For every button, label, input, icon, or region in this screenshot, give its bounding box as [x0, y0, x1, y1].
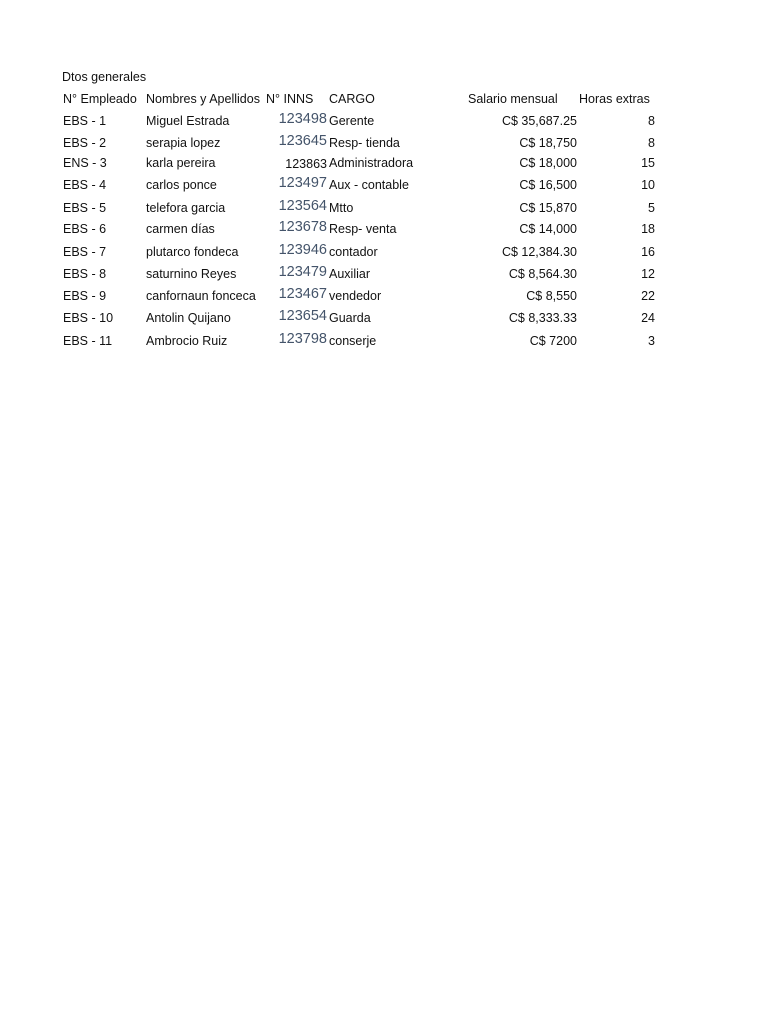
- inns-number-cell: 123645: [278, 133, 327, 149]
- cargo-cell: conserje: [329, 334, 377, 348]
- employee-number-cell: EBS - 2: [63, 136, 107, 150]
- inns-number-cell: 123479: [278, 264, 327, 280]
- overtime-hours-cell: 16: [641, 245, 655, 259]
- cargo-cell: Gerente: [329, 114, 375, 128]
- full-name-cell: canfornaun fonceca: [146, 289, 256, 303]
- full-name-cell: Miguel Estrada: [146, 114, 230, 128]
- overtime-hours-cell: 18: [641, 222, 655, 236]
- header-inns-number: N° INNS: [266, 92, 314, 106]
- employee-number-cell: EBS - 9: [63, 289, 107, 303]
- employee-number-cell: EBS - 10: [63, 311, 114, 325]
- cargo-cell: Resp- tienda: [329, 136, 400, 150]
- monthly-salary-cell: C$ 15,870: [519, 201, 577, 215]
- employee-number-cell: EBS - 7: [63, 245, 107, 259]
- monthly-salary-cell: C$ 18,000: [519, 156, 577, 170]
- inns-number-cell: 123654: [278, 308, 327, 324]
- full-name-cell: telefora garcia: [146, 201, 226, 215]
- overtime-hours-cell: 10: [641, 178, 655, 192]
- employee-number-cell: EBS - 5: [63, 201, 107, 215]
- monthly-salary-cell: C$ 18,750: [519, 136, 577, 150]
- cargo-cell: Aux - contable: [329, 178, 409, 192]
- overtime-hours-cell: 15: [641, 156, 655, 170]
- cargo-cell: Resp- venta: [329, 222, 397, 236]
- cargo-cell: vendedor: [329, 289, 382, 303]
- overtime-hours-cell: 8: [648, 114, 655, 128]
- sheet-title: Dtos generales: [62, 70, 147, 84]
- overtime-hours-cell: 3: [648, 334, 655, 348]
- monthly-salary-cell: C$ 12,384.30: [501, 245, 577, 259]
- overtime-hours-cell: 24: [641, 311, 655, 325]
- overtime-hours-cell: 12: [641, 267, 655, 281]
- full-name-cell: Ambrocio Ruiz: [146, 334, 228, 348]
- inns-number-cell: 123497: [278, 175, 327, 191]
- full-name-cell: serapia lopez: [146, 136, 221, 150]
- full-name-cell: plutarco fondeca: [146, 245, 239, 259]
- header-overtime-hours: Horas extras: [579, 92, 650, 106]
- inns-number-cell: 123863: [285, 157, 327, 171]
- header-monthly-salary: Salario mensual: [468, 92, 558, 106]
- monthly-salary-cell: C$ 8,550: [526, 289, 577, 303]
- cargo-cell: Mtto: [329, 201, 354, 215]
- header-cargo: CARGO: [329, 92, 375, 106]
- cargo-cell: Guarda: [329, 311, 371, 325]
- inns-number-cell: 123498: [278, 111, 327, 127]
- monthly-salary-cell: C$ 8,564.30: [508, 267, 577, 281]
- inns-number-cell: 123564: [278, 198, 327, 214]
- cargo-cell: Auxiliar: [329, 267, 370, 281]
- header-employee-number: N° Empleado: [63, 92, 137, 106]
- overtime-hours-cell: 22: [641, 289, 655, 303]
- header-full-name: Nombres y Apellidos: [146, 92, 260, 106]
- employee-number-cell: EBS - 8: [63, 267, 107, 281]
- monthly-salary-cell: C$ 35,687.25: [501, 114, 577, 128]
- full-name-cell: carlos ponce: [146, 178, 217, 192]
- employee-number-cell: EBS - 1: [63, 114, 107, 128]
- inns-number-cell: 123678: [278, 219, 327, 235]
- monthly-salary-cell: C$ 7200: [529, 334, 577, 348]
- cargo-cell: Administradora: [329, 156, 414, 170]
- monthly-salary-cell: C$ 8,333.33: [508, 311, 577, 325]
- full-name-cell: saturnino Reyes: [146, 267, 237, 281]
- overtime-hours-cell: 5: [648, 201, 655, 215]
- inns-number-cell: 123467: [278, 286, 327, 302]
- cargo-cell: contador: [329, 245, 378, 259]
- employee-number-cell: EBS - 6: [63, 222, 107, 236]
- monthly-salary-cell: C$ 16,500: [519, 178, 577, 192]
- monthly-salary-cell: C$ 14,000: [519, 222, 577, 236]
- employee-number-cell: ENS - 3: [63, 156, 107, 170]
- full-name-cell: Antolin Quijano: [146, 311, 231, 325]
- inns-number-cell: 123798: [278, 331, 327, 347]
- inns-number-cell: 123946: [278, 242, 327, 258]
- full-name-cell: karla pereira: [146, 156, 216, 170]
- employee-number-cell: EBS - 11: [63, 334, 113, 348]
- full-name-cell: carmen días: [146, 222, 215, 236]
- employee-number-cell: EBS - 4: [63, 178, 107, 192]
- overtime-hours-cell: 8: [648, 136, 655, 150]
